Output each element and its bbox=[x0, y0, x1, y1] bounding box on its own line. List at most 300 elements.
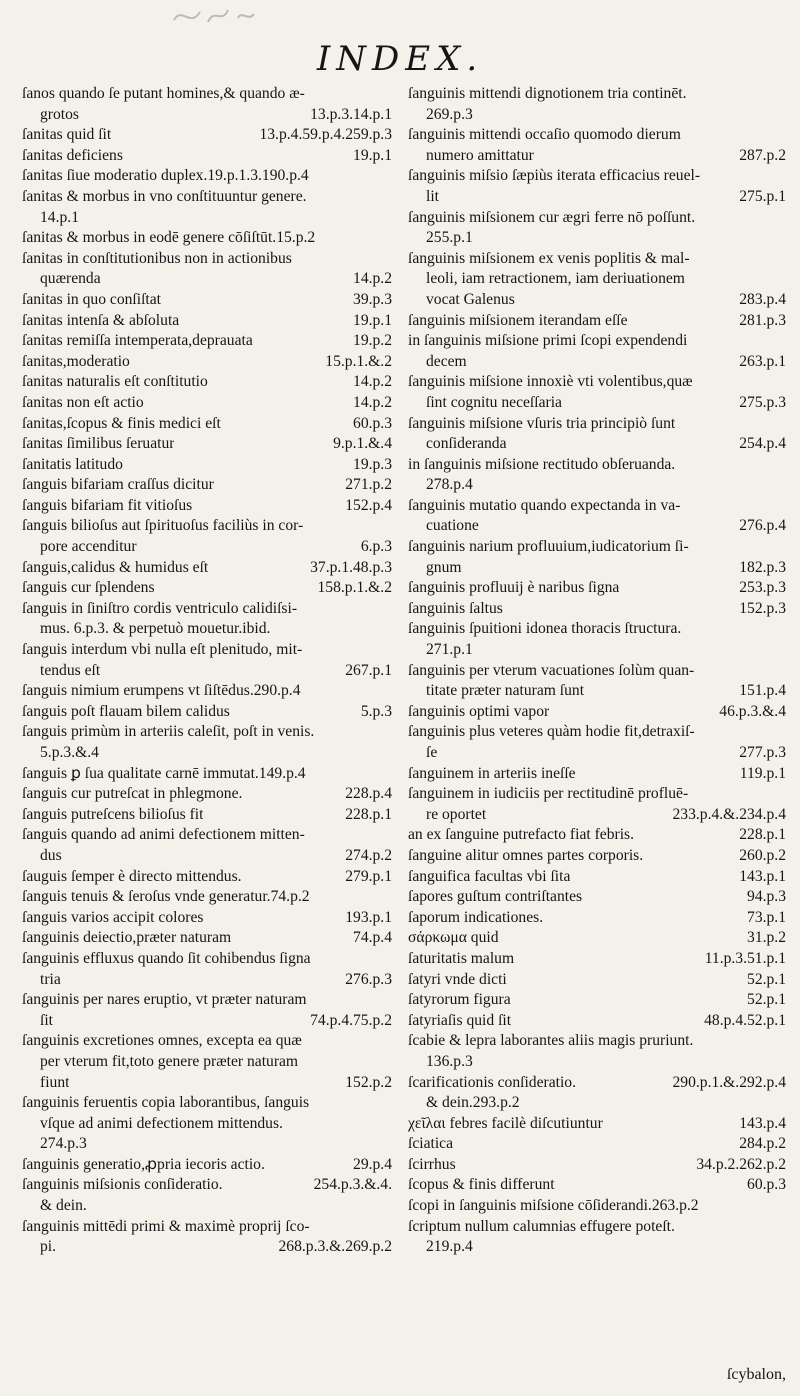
index-entry bbox=[22, 187, 392, 228]
entry-line bbox=[408, 125, 786, 146]
entry-line bbox=[408, 537, 786, 558]
index-entry bbox=[22, 516, 392, 557]
entry-line bbox=[22, 825, 392, 846]
entry-text: ſaporum indicationes. bbox=[408, 908, 544, 926]
entry-text: ſanguinis mittēdi primi & maximè proprij ſco- bbox=[22, 1217, 310, 1235]
page-reference: 276.p.3 bbox=[345, 970, 392, 988]
entry-line bbox=[22, 784, 392, 805]
entry-text: fiunt bbox=[40, 1073, 70, 1091]
index-entry bbox=[408, 1134, 786, 1155]
index-entry bbox=[22, 640, 392, 681]
entry-line bbox=[22, 496, 392, 517]
entry-text: ſanguinis plus veteres quàm hodie fit,detraxiſ- bbox=[408, 723, 695, 741]
entry-text: & dein.293.p.2 bbox=[426, 1094, 520, 1112]
entry-text: & dein. bbox=[40, 1197, 87, 1215]
entry-text: gnum bbox=[426, 558, 462, 576]
page-reference: 37.p.1.48.p.3 bbox=[310, 558, 392, 576]
page-reference: 193.p.1 bbox=[345, 908, 392, 926]
index-column-left bbox=[22, 84, 392, 1346]
index-entry bbox=[22, 825, 392, 866]
page-reference: 228.p.4 bbox=[345, 785, 392, 803]
entry-text: ſanguinis miſsionem iterandam eſſe bbox=[408, 311, 628, 329]
index-entry bbox=[408, 846, 786, 867]
index-entry bbox=[22, 805, 392, 826]
index-entry bbox=[22, 558, 392, 579]
index-entry bbox=[22, 908, 392, 929]
page-reference: 254.p.3.&.4. bbox=[313, 1176, 392, 1194]
page-reference: 254.p.4 bbox=[739, 435, 786, 453]
index-entry bbox=[408, 619, 786, 660]
page-reference: 275.p.3 bbox=[739, 393, 786, 411]
entry-continuation-line bbox=[22, 537, 392, 558]
index-entry bbox=[22, 887, 392, 908]
entry-text: ſanguis putreſcens bilioſus fit bbox=[22, 805, 204, 823]
entry-text: in ſanguinis miſsione rectitudo obſeruanda. bbox=[408, 455, 676, 473]
index-entry bbox=[22, 990, 392, 1031]
entry-text: ſanguinis feruentis copia laborantibus, ſanguis bbox=[22, 1094, 310, 1112]
entry-line bbox=[408, 722, 786, 743]
entry-line bbox=[408, 311, 786, 332]
entry-line bbox=[22, 516, 392, 537]
entry-text: ſaturitatis malum bbox=[408, 949, 515, 967]
page-reference: 152.p.3 bbox=[739, 599, 786, 617]
page-reference: 158.p.1.&.2 bbox=[317, 579, 392, 597]
entry-text: quærenda bbox=[40, 270, 101, 288]
page-reference: 253.p.3 bbox=[739, 579, 786, 597]
entry-continuation-line bbox=[408, 743, 786, 764]
page-reference: 260.p.2 bbox=[739, 846, 786, 864]
entry-line bbox=[408, 825, 786, 846]
entry-text: ſanitas,ſcopus & finis medici eſt bbox=[22, 414, 221, 432]
entry-line bbox=[22, 681, 392, 702]
index-entry bbox=[408, 887, 786, 908]
page-reference: 74.p.4.75.p.2 bbox=[310, 1011, 392, 1029]
entry-continuation-line bbox=[22, 661, 392, 682]
index-entry bbox=[408, 331, 786, 372]
index-entry bbox=[22, 475, 392, 496]
entry-line bbox=[22, 311, 392, 332]
entry-line bbox=[22, 290, 392, 311]
entry-continuation-line bbox=[22, 846, 392, 867]
entry-text: ſanos quando ſe putant homines,& quando æ- bbox=[22, 85, 305, 102]
entry-text: ſcopi in ſanguinis miſsione cōſiderandi.263.p.2 bbox=[408, 1197, 699, 1215]
entry-continuation-line bbox=[22, 619, 392, 640]
entry-text: ſanguinis mutatio quando expectanda in va- bbox=[408, 496, 681, 514]
entry-text: ſanguinis miſsione vſuris tria principiò ſunt bbox=[408, 414, 676, 432]
entry-continuation-line bbox=[408, 516, 786, 537]
entry-line bbox=[408, 1217, 786, 1238]
entry-text: ſanguinis miſsionem ex venis poplitis & mal- bbox=[408, 249, 690, 267]
entry-line bbox=[22, 1155, 392, 1176]
entry-text: ſanguine alitur omnes partes corporis. bbox=[408, 846, 644, 864]
index-entry bbox=[22, 1175, 392, 1216]
entry-continuation-line bbox=[22, 970, 392, 991]
index-entry bbox=[22, 1093, 392, 1155]
index-entry bbox=[22, 434, 392, 455]
index-entry bbox=[408, 825, 786, 846]
entry-text: ſanguis,calidus & humidus eſt bbox=[22, 558, 209, 576]
entry-text: ſanitas non eſt actio bbox=[22, 393, 144, 411]
entry-text: ſanitas in quo conſiſtat bbox=[22, 290, 162, 308]
entry-line bbox=[22, 455, 392, 476]
entry-text: ſcirrhus bbox=[408, 1155, 456, 1173]
index-entry bbox=[408, 599, 786, 620]
entry-line bbox=[408, 599, 786, 620]
page-reference: 19.p.1 bbox=[353, 146, 392, 164]
page-reference: 14.p.2 bbox=[353, 373, 392, 391]
entry-line bbox=[22, 928, 392, 949]
index-entry bbox=[408, 1196, 786, 1217]
index-entry bbox=[408, 661, 786, 702]
entry-line bbox=[22, 228, 392, 249]
entry-line bbox=[22, 475, 392, 496]
index-entry bbox=[22, 867, 392, 888]
catchword: ſcybalon, bbox=[726, 1366, 786, 1383]
entry-text: ſanitas quid ſit bbox=[22, 126, 112, 144]
entry-continuation-line bbox=[22, 269, 392, 290]
index-entry bbox=[408, 722, 786, 763]
entry-line bbox=[22, 125, 392, 146]
entry-text: ſanguinis narium profluuium,iudicatorium ſi- bbox=[408, 538, 689, 556]
entry-text: 219.p.4 bbox=[426, 1238, 473, 1256]
page-reference: 287.p.2 bbox=[739, 146, 786, 164]
entry-text: ſanguinis mittendi occaſio quomodo dierum bbox=[408, 126, 681, 144]
entry-text: ſanguinem in iudiciis per rectitudinē profluē- bbox=[408, 785, 689, 803]
index-entry bbox=[22, 125, 392, 146]
index-entry bbox=[22, 166, 392, 187]
index-entry bbox=[408, 1175, 786, 1196]
entry-line bbox=[22, 1093, 392, 1114]
entry-line bbox=[408, 414, 786, 435]
entry-line bbox=[22, 599, 392, 620]
page-reference: 290.p.1.&.292.p.4 bbox=[672, 1073, 786, 1091]
entry-text: ſanitatis latitudo bbox=[22, 455, 123, 473]
index-column-right bbox=[408, 84, 786, 1346]
page-reference: 143.p.1 bbox=[739, 867, 786, 885]
entry-text: pore accenditur bbox=[40, 538, 137, 556]
page-reference: 119.p.1 bbox=[739, 764, 786, 782]
entry-continuation-line bbox=[408, 1093, 786, 1114]
page-reference: 152.p.4 bbox=[345, 496, 392, 514]
entry-text: numero amittatur bbox=[426, 146, 534, 164]
entry-text: ſanguinis excretiones omnes, excepta ea quæ bbox=[22, 1032, 302, 1050]
entry-line bbox=[22, 393, 392, 414]
entry-text: 271.p.1 bbox=[426, 641, 473, 659]
entry-continuation-line bbox=[408, 434, 786, 455]
page-reference: 19.p.2 bbox=[353, 332, 392, 350]
index-entry bbox=[22, 290, 392, 311]
entry-text: 5.p.3.&.4 bbox=[40, 744, 99, 761]
entry-line bbox=[22, 146, 392, 167]
entry-line bbox=[408, 1011, 786, 1032]
entry-text: ſanitas,moderatio bbox=[22, 352, 130, 370]
entry-line bbox=[408, 702, 786, 723]
entry-text: 255.p.1 bbox=[426, 229, 473, 247]
index-entry bbox=[22, 311, 392, 332]
entry-text: leoli, iam retractionem, iam deriuationem bbox=[426, 270, 685, 288]
index-entry bbox=[408, 928, 786, 949]
index-entry bbox=[22, 764, 392, 785]
entry-text: dus bbox=[40, 846, 62, 864]
entry-line bbox=[408, 208, 786, 229]
entry-text: ſanguis primùm in arteriis caleſit, poſt in venis. bbox=[22, 723, 315, 741]
page-reference: 48.p.4.52.p.1 bbox=[704, 1011, 786, 1029]
entry-line bbox=[22, 1175, 392, 1196]
page-title: INDEX. bbox=[316, 39, 484, 79]
entry-text: ſanguis quando ad animi defectionem mitten- bbox=[22, 826, 305, 844]
entry-text: ſatyrorum figura bbox=[408, 991, 511, 1009]
entry-text: ſanguis interdum vbi nulla eſt plenitudo, mit- bbox=[22, 641, 303, 659]
entry-text: conſideranda bbox=[426, 435, 507, 453]
index-entry bbox=[22, 455, 392, 476]
index-entry bbox=[408, 970, 786, 991]
index-entry bbox=[22, 928, 392, 949]
ink-smudge bbox=[168, 2, 288, 30]
index-entry bbox=[408, 1217, 786, 1258]
entry-text: ſanguinis miſsione innoxiè vti volentibus,quæ bbox=[408, 373, 693, 391]
entry-text: ſanguis bifariam fit vitioſus bbox=[22, 496, 193, 514]
index-entry bbox=[408, 990, 786, 1011]
entry-text: ſanitas & morbus in eodē genere cōſiſtūt.15.p.2 bbox=[22, 229, 316, 247]
entry-text: ſanguis tenuis & ſeroſus vnde generatur.74.p.2 bbox=[22, 888, 310, 906]
entry-line bbox=[22, 1031, 392, 1052]
entry-text: ſanguis cur ſplendens bbox=[22, 579, 155, 597]
page-reference: 152.p.2 bbox=[345, 1073, 392, 1091]
entry-line bbox=[22, 166, 392, 187]
entry-text: ſanitas deficiens bbox=[22, 146, 123, 164]
index-entry bbox=[408, 1011, 786, 1032]
entry-line bbox=[408, 764, 786, 785]
entry-line bbox=[22, 640, 392, 661]
entry-text: ſcarificationis conſideratio. bbox=[408, 1073, 576, 1091]
entry-line bbox=[408, 372, 786, 393]
index-entry bbox=[22, 722, 392, 763]
entry-text: ſauguis ſemper è directo mittendus. bbox=[22, 867, 242, 885]
index-entry bbox=[22, 681, 392, 702]
entry-text: 269.p.3 bbox=[426, 105, 473, 123]
entry-continuation-line bbox=[408, 640, 786, 661]
entry-text: ſanguinis profluuij è naribus ſigna bbox=[408, 579, 620, 597]
entry-continuation-line bbox=[408, 269, 786, 290]
index-entry bbox=[408, 455, 786, 496]
entry-continuation-line bbox=[22, 743, 392, 764]
entry-text: ſanguinis generatio,ꝓpria iecoris actio. bbox=[22, 1155, 265, 1173]
entry-text: in ſanguinis miſsione primi ſcopi expendendi bbox=[408, 332, 688, 350]
entry-line bbox=[22, 372, 392, 393]
entry-line bbox=[408, 1175, 786, 1196]
entry-continuation-line bbox=[408, 805, 786, 826]
entry-continuation-line bbox=[22, 208, 392, 229]
index-entry bbox=[22, 352, 392, 373]
index-entry bbox=[22, 372, 392, 393]
entry-line bbox=[408, 928, 786, 949]
entry-text: ſanguis ꝑ ſua qualitate carnē immutat.149.p.4 bbox=[22, 764, 306, 782]
entry-text: ſanguis poſt flauam bilem calidus bbox=[22, 702, 230, 720]
entry-text: ſcriptum nullum calumnias effugere poteſt. bbox=[408, 1217, 675, 1235]
entry-text: 14.p.1 bbox=[40, 208, 79, 226]
entry-text: ſanguis varios accipit colores bbox=[22, 908, 204, 926]
entry-text: ſanguinem in arteriis ineſſe bbox=[408, 764, 576, 782]
entry-line bbox=[408, 1196, 786, 1217]
entry-line bbox=[22, 990, 392, 1011]
entry-text: ſanguifica facultas vbi ſita bbox=[408, 867, 571, 885]
entry-text: mus. 6.p.3. & perpetuò mouetur.ibid. bbox=[40, 620, 271, 638]
entry-line bbox=[408, 949, 786, 970]
entry-text: 136.p.3 bbox=[426, 1052, 473, 1070]
entry-line bbox=[408, 578, 786, 599]
entry-text: ſe bbox=[426, 744, 438, 761]
entry-text: ſanguinis optimi vapor bbox=[408, 702, 550, 720]
page-reference: 275.p.1 bbox=[739, 187, 786, 205]
entry-text: ſanguis bilioſus aut ſpirituoſus faciliùs in cor- bbox=[22, 517, 304, 535]
page-reference: 15.p.1.&.2 bbox=[325, 352, 392, 370]
entry-text: ſanitas intenſa & abſoluta bbox=[22, 311, 180, 329]
entry-text: ſanguinis miſsionis conſideratio. bbox=[22, 1176, 223, 1194]
index-entry bbox=[408, 84, 786, 125]
entry-line bbox=[408, 970, 786, 991]
index-entry bbox=[22, 949, 392, 990]
index-entry bbox=[408, 764, 786, 785]
index-entry bbox=[408, 578, 786, 599]
entry-line bbox=[408, 784, 786, 805]
entry-line bbox=[22, 558, 392, 579]
entry-text: ſanguis cur putreſcat in phlegmone. bbox=[22, 785, 243, 803]
entry-text: tendus eſt bbox=[40, 661, 101, 679]
index-entry bbox=[408, 372, 786, 413]
page-reference: 74.p.4 bbox=[353, 929, 392, 947]
index-entry bbox=[408, 414, 786, 455]
entry-text: ſanitas remiſſa intemperata,deprauata bbox=[22, 332, 253, 350]
index-entry bbox=[22, 1031, 392, 1093]
index-entry bbox=[408, 125, 786, 166]
page-reference: 11.p.3.51.p.1 bbox=[704, 949, 786, 967]
page-reference: 233.p.4.&.234.p.4 bbox=[672, 805, 786, 823]
entry-continuation-line bbox=[408, 146, 786, 167]
entry-text: ſatyriaſis quid ſit bbox=[408, 1011, 512, 1029]
entry-text: tria bbox=[40, 970, 61, 988]
page-reference: 274.p.2 bbox=[345, 846, 392, 864]
page-reference: 279.p.1 bbox=[345, 867, 392, 885]
page-reference: 46.p.3.&.4 bbox=[719, 702, 786, 720]
entry-line bbox=[408, 619, 786, 640]
entry-text: ſanguis nimium erumpens vt ſiſtēdus.290.p.4 bbox=[22, 682, 301, 700]
page-reference: 60.p.3 bbox=[747, 1176, 786, 1194]
entry-line bbox=[22, 414, 392, 435]
index-entry bbox=[22, 228, 392, 249]
entry-text: ſanitas ſimilibus ſeruatur bbox=[22, 435, 175, 453]
entry-text: ſanguinis effluxus quando ſit cohibendus ſigna bbox=[22, 949, 311, 967]
index-entry bbox=[22, 599, 392, 640]
index-entry bbox=[408, 908, 786, 929]
entry-line bbox=[22, 578, 392, 599]
entry-text: ſanguis in ſiniſtro cordis ventriculo calidiſsi- bbox=[22, 599, 298, 617]
index-entry bbox=[408, 702, 786, 723]
entry-text: ſatyri vnde dicti bbox=[408, 970, 507, 988]
entry-line bbox=[22, 908, 392, 929]
entry-line bbox=[408, 249, 786, 270]
page-reference: 284.p.2 bbox=[739, 1135, 786, 1153]
entry-line bbox=[408, 1031, 786, 1052]
entry-continuation-line bbox=[408, 290, 786, 311]
entry-line bbox=[22, 764, 392, 785]
page-reference: 94.p.3 bbox=[747, 888, 786, 906]
entry-text: 278.p.4 bbox=[426, 476, 473, 494]
entry-continuation-line bbox=[408, 681, 786, 702]
page-reference: 277.p.3 bbox=[739, 744, 786, 761]
page-reference: 6.p.3 bbox=[360, 538, 392, 556]
page-reference: 268.p.3.&.269.p.2 bbox=[278, 1238, 392, 1256]
entry-text: vocat Galenus bbox=[426, 290, 515, 308]
page-reference: 34.p.2.262.p.2 bbox=[696, 1155, 786, 1173]
entry-text: ſanguinis miſsionem cur ægri ferre nō poſſunt. bbox=[408, 208, 696, 226]
entry-line bbox=[408, 331, 786, 352]
page-reference: 60.p.3 bbox=[353, 414, 392, 432]
entry-text: an ex ſanguine putrefacto fiat febris. bbox=[408, 826, 635, 844]
page-reference: 267.p.1 bbox=[345, 661, 392, 679]
entry-text: titate præter naturam ſunt bbox=[426, 682, 585, 700]
entry-continuation-line bbox=[408, 352, 786, 373]
entry-line bbox=[22, 249, 392, 270]
page-reference: 29.p.4 bbox=[353, 1155, 392, 1173]
entry-line bbox=[22, 331, 392, 352]
entry-text: ſcabie & lepra laborantes aliis magis pruriunt. bbox=[408, 1032, 694, 1050]
entry-continuation-line bbox=[22, 1196, 392, 1217]
entry-line bbox=[408, 1114, 786, 1135]
entry-text: per vterum fit,toto genere præter naturam bbox=[40, 1052, 299, 1070]
entry-text: ſanitas & morbus in vno conſtituuntur genere. bbox=[22, 187, 307, 205]
entry-continuation-line bbox=[408, 228, 786, 249]
entry-line bbox=[408, 1134, 786, 1155]
entry-text: ſapores guſtum contriſtantes bbox=[408, 888, 583, 906]
entry-text: re oportet bbox=[426, 805, 487, 823]
index-entry bbox=[408, 949, 786, 970]
entry-text: χεῖλαι febres facilè diſcutiuntur bbox=[408, 1114, 603, 1132]
page-reference: 13.p.4.59.p.4.259.p.3 bbox=[259, 126, 392, 144]
index-entry bbox=[22, 1217, 392, 1258]
entry-continuation-line bbox=[22, 1134, 392, 1155]
entry-continuation-line bbox=[22, 1011, 392, 1032]
page-reference: 19.p.1 bbox=[353, 311, 392, 329]
page-reference: 13.p.3.14.p.1 bbox=[310, 105, 392, 123]
page-reference: 283.p.4 bbox=[739, 290, 786, 308]
entry-continuation-line bbox=[22, 105, 392, 126]
entry-text: cuatione bbox=[426, 517, 479, 535]
index-entry bbox=[22, 784, 392, 805]
entry-continuation-line bbox=[408, 558, 786, 579]
entry-line bbox=[22, 867, 392, 888]
entry-text: vſque ad animi defectionem mittendus. bbox=[40, 1114, 283, 1132]
index-entry bbox=[408, 537, 786, 578]
entry-line bbox=[408, 908, 786, 929]
entry-continuation-line bbox=[408, 105, 786, 126]
entry-continuation-line bbox=[408, 187, 786, 208]
page-reference: 19.p.3 bbox=[353, 455, 392, 473]
entry-text: ſanguinis miſsio ſæpiùs iterata efficacius reuel- bbox=[408, 167, 701, 185]
entry-text: ſanitas naturalis eſt conſtitutio bbox=[22, 373, 208, 391]
entry-line bbox=[22, 1217, 392, 1238]
index-entry bbox=[408, 249, 786, 311]
entry-text: ſanguinis ſpuitioni idonea thoracis ſtructura. bbox=[408, 620, 682, 638]
entry-text: pi. bbox=[40, 1238, 57, 1256]
index-entry bbox=[22, 496, 392, 517]
entry-text: ſanguinis deiectio,præter naturam bbox=[22, 929, 232, 947]
entry-line bbox=[22, 187, 392, 208]
index-entry bbox=[408, 208, 786, 249]
page-reference: 276.p.4 bbox=[739, 517, 786, 535]
page-reference: 39.p.3 bbox=[353, 290, 392, 308]
entry-continuation-line bbox=[408, 1237, 786, 1258]
index-entry bbox=[408, 1031, 786, 1072]
